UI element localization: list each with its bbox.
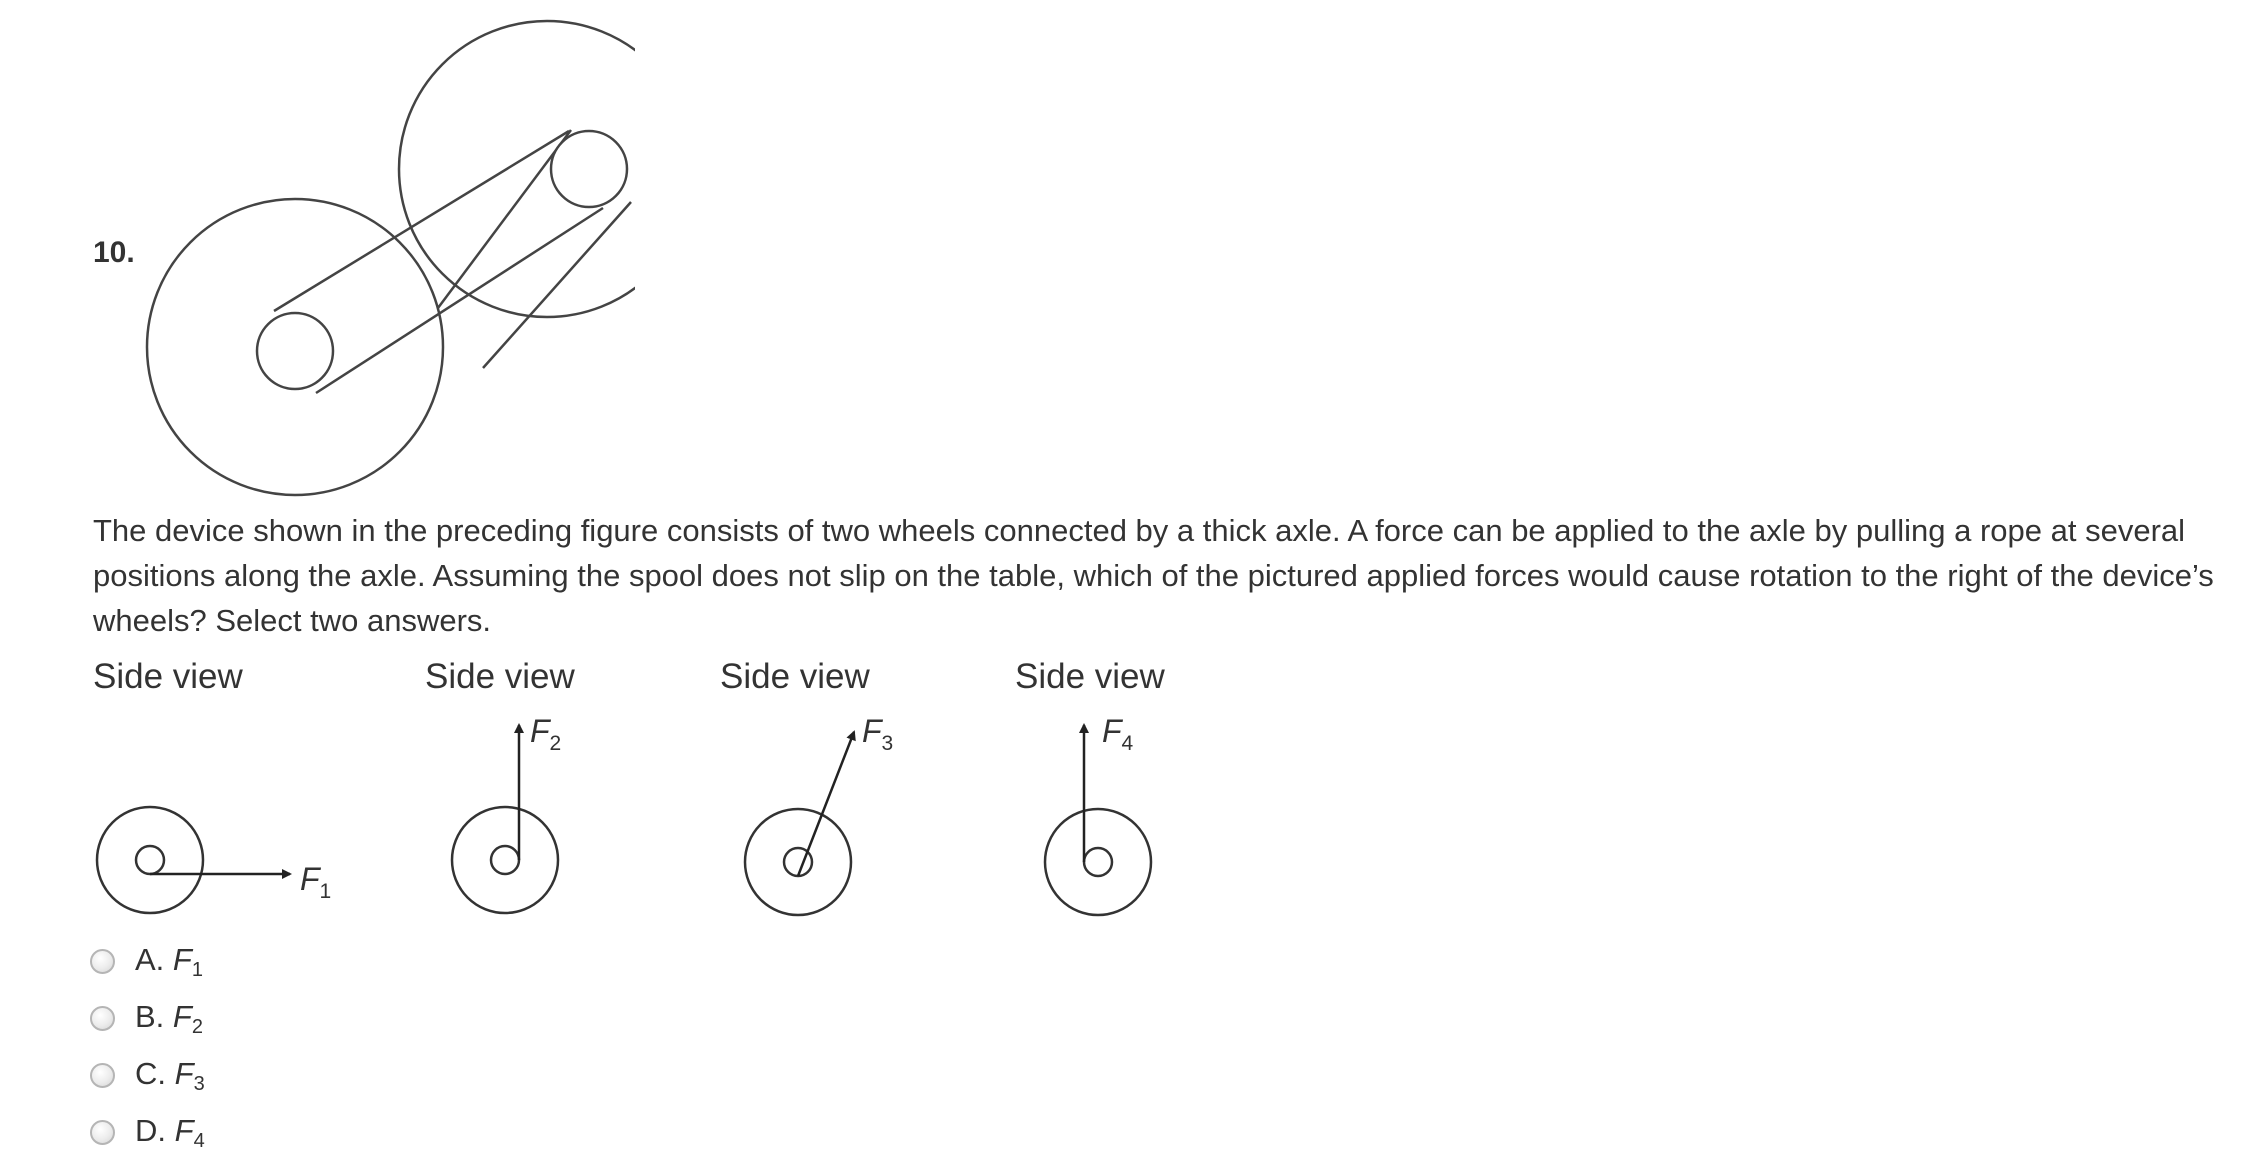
side-view-label-4: Side view — [1015, 657, 1165, 696]
side-view-3 — [745, 732, 854, 915]
side-view-figures — [90, 650, 1250, 930]
spool-perspective-figure — [135, 12, 635, 502]
axle-end-back — [551, 131, 627, 207]
side-view-label-2: Side view — [425, 657, 575, 696]
question-number: 10. — [93, 236, 135, 269]
choice-b-label: B. $F_2$ — [135, 998, 203, 1038]
force-label-2: $F_2$ — [530, 713, 562, 755]
force-label-3: $F_3$ — [862, 713, 894, 755]
radio-d[interactable] — [90, 1120, 115, 1145]
choice-c[interactable] — [90, 1047, 205, 1104]
radio-b[interactable] — [90, 1006, 115, 1031]
choice-d[interactable] — [90, 1104, 205, 1161]
choice-c-label: C. $F_3$ — [135, 1055, 205, 1095]
choice-d-label: D. $F_4$ — [135, 1112, 205, 1152]
radio-c[interactable] — [90, 1063, 115, 1088]
force-label-1: $F_1$ — [300, 861, 332, 903]
side-view-2 — [452, 725, 558, 913]
force-label-4: $F_4$ — [1102, 713, 1134, 755]
choice-a-label: A. $F_1$ — [135, 941, 203, 981]
radio-a[interactable] — [90, 949, 115, 974]
question-stem: The device shown in the preceding figure consists of two wheels connected by a thick axle. A force can be applied to the axle by pulling a rope at several positions along the axle. Assuming the spool does not slip on the table, which of the pictured applied forces would cause rotation to the right of the device’s wheels? Select two answers. — [93, 513, 2214, 638]
side-view-1 — [97, 807, 290, 913]
choice-b[interactable] — [90, 990, 205, 1047]
answer-choices — [90, 933, 205, 1161]
choice-a[interactable] — [90, 933, 205, 990]
side-view-label-1: Side view — [93, 657, 243, 696]
axle-end-front — [257, 313, 333, 389]
side-view-label-3: Side view — [720, 657, 870, 696]
side-view-4 — [1045, 725, 1151, 915]
